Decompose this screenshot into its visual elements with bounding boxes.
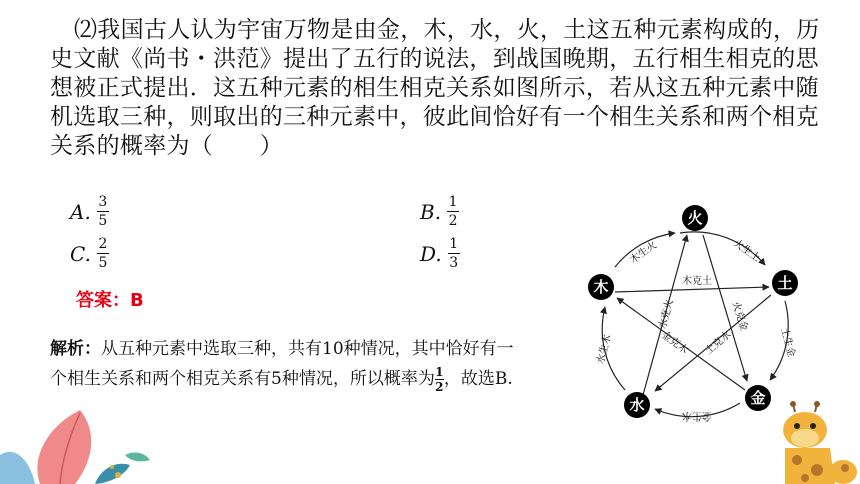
denominator: 2 (435, 380, 444, 394)
option-a (70, 194, 109, 229)
option-b (420, 194, 459, 229)
label-earth-metal: 土生金 (778, 326, 797, 359)
numerator: 1 (435, 365, 444, 379)
ke-arrow-wood-earth (615, 287, 769, 292)
option-letter: D. (420, 241, 442, 266)
label-wood: 木 (593, 278, 609, 296)
numerator: 1 (449, 236, 459, 252)
leaf-decoration (0, 405, 160, 484)
label-fire-metal: 火克金 (729, 300, 750, 333)
label-metal-water: 金生水 (682, 410, 712, 421)
option-fraction (448, 236, 460, 271)
label-earth-water: 土克水 (703, 329, 734, 357)
analysis-label: 解析： (50, 339, 101, 359)
label-earth: 土 (777, 274, 793, 292)
label-water-fire: 水克火 (657, 298, 676, 331)
answer-label: 答案： (76, 290, 130, 311)
option-letter: C. (70, 241, 91, 266)
answer-value: B (130, 290, 144, 311)
label-metal: 金 (750, 389, 766, 407)
option-fraction (97, 236, 109, 271)
denominator: 3 (449, 255, 459, 271)
numerator: 1 (448, 194, 458, 210)
analysis-text-2: ，故选B. (443, 369, 513, 389)
option-fraction (447, 194, 459, 229)
analysis-paragraph (50, 334, 520, 394)
denominator: 5 (98, 255, 108, 271)
label-water-wood: 水生木 (595, 333, 614, 366)
five-elements-diagram (575, 195, 805, 430)
analysis-fraction (435, 366, 444, 393)
label-metal-wood: 金克木 (659, 329, 690, 357)
numerator: 2 (98, 236, 108, 252)
option-d (420, 236, 460, 271)
denominator: 2 (448, 213, 458, 229)
numerator: 3 (98, 194, 108, 210)
label-wood-earth: 木克土 (682, 276, 712, 287)
denominator: 5 (98, 213, 108, 229)
analysis-text-1: 从五种元素中选取三种，共有10种情况，其中恰好有一个相生关系和两个相克关系有5种情况，所以概率为 (50, 339, 514, 389)
label-wood-fire: 木生火 (628, 239, 660, 267)
option-letter: A. (70, 199, 91, 224)
answer-line (76, 286, 144, 312)
option-fraction (97, 194, 109, 229)
option-letter: B. (420, 199, 442, 224)
label-water: 水 (629, 396, 645, 414)
label-fire: 火 (687, 209, 703, 227)
giraffe-decoration (755, 400, 860, 484)
label-fire-earth: 火生土 (730, 237, 762, 265)
option-c (70, 236, 109, 271)
question-text: ⑵我国古人认为宇宙万物是由金，木，水，火，土这五种元素构成的，历史文献《尚书・洪范》提出了五行的说法，到战国晚期，五行相生相克的思想被正式提出．这五种元素的相生相克关系如图所示，若从这五种元素中随机选取三种，则取出的三种元素中，彼此间恰好有一个相生关系和两个相克关系的概率为（ ） (50, 17, 820, 159)
